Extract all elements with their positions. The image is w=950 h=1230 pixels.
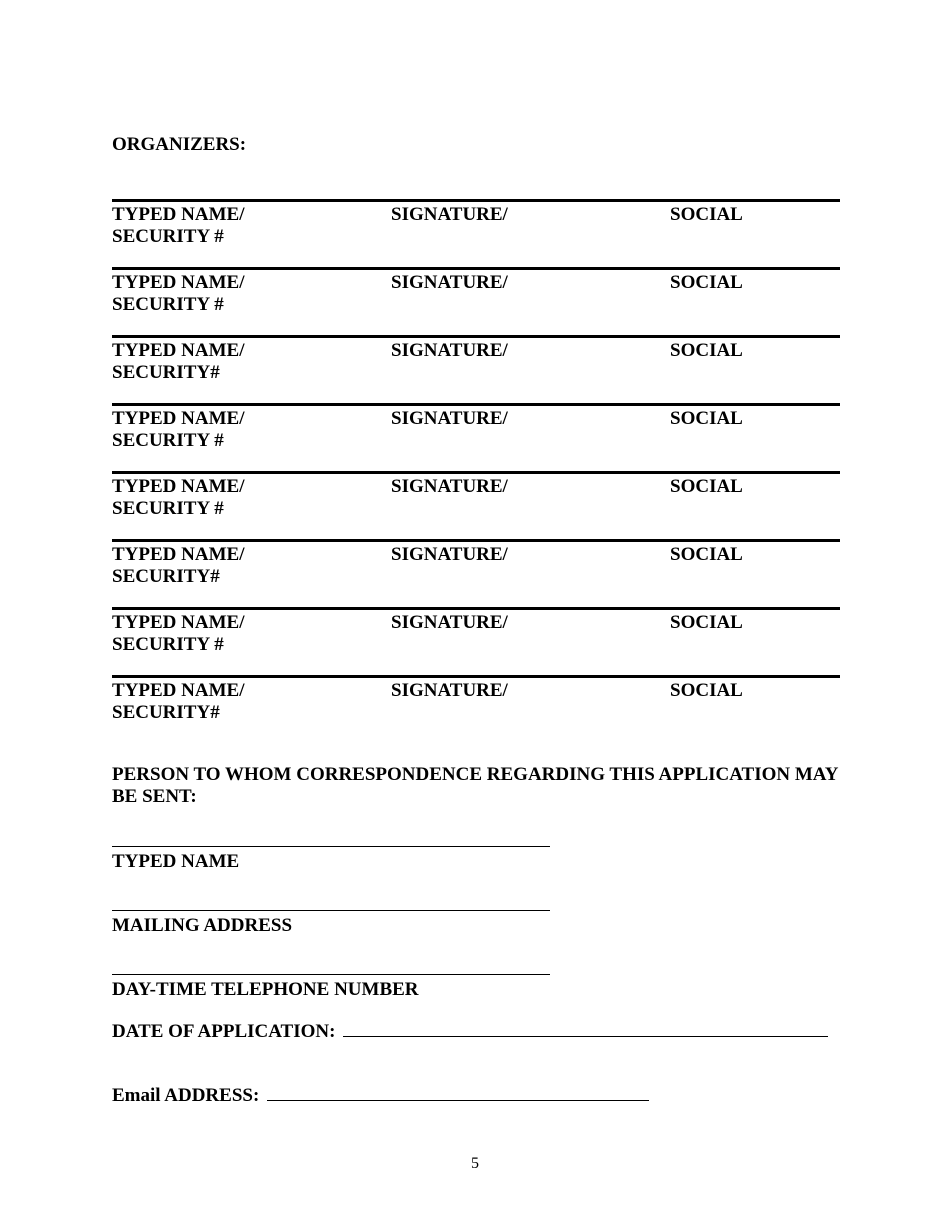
date-of-application-label: DATE OF APPLICATION: [112, 1021, 336, 1042]
typed-name-label: TYPED NAME/ SECURITY# [112, 544, 245, 587]
signature-label: SIGNATURE/ [391, 476, 508, 497]
daytime-phone-line[interactable] [112, 974, 550, 975]
page-number: 5 [471, 1155, 479, 1172]
organizer-row [112, 539, 840, 598]
organizer-row [112, 675, 840, 734]
organizer-row [112, 267, 840, 326]
typed-name-label: TYPED NAME/ SECURITY # [112, 612, 245, 655]
social-label: SOCIAL [670, 544, 743, 565]
typed-name-line[interactable] [112, 846, 550, 847]
typed-name-label: TYPED NAME/ SECURITY # [112, 272, 245, 315]
organizers-heading: ORGANIZERS: [112, 134, 247, 155]
signature-label: SIGNATURE/ [391, 272, 508, 293]
signature-label: SIGNATURE/ [391, 612, 508, 633]
organizer-row [112, 199, 840, 258]
daytime-phone-field[interactable] [112, 974, 550, 1001]
typed-name-label: TYPED NAME/ SECURITY # [112, 408, 245, 451]
social-label: SOCIAL [670, 408, 743, 429]
mailing-address-caption: MAILING ADDRESS [112, 915, 293, 936]
typed-name-label: TYPED NAME/ SECURITY # [112, 476, 245, 519]
social-label: SOCIAL [670, 204, 743, 225]
organizer-row [112, 335, 840, 394]
typed-name-field[interactable] [112, 846, 550, 873]
date-of-application-field[interactable] [112, 1021, 828, 1043]
social-label: SOCIAL [670, 476, 743, 497]
mailing-address-field[interactable] [112, 910, 550, 937]
correspondence-heading: PERSON TO WHOM CORRESPONDENCE REGARDING THIS APPLICATION MAY BE SENT: [112, 764, 838, 807]
signature-label: SIGNATURE/ [391, 680, 508, 701]
signature-label: SIGNATURE/ [391, 544, 508, 565]
organizer-row [112, 403, 840, 462]
signature-label: SIGNATURE/ [391, 340, 508, 361]
social-label: SOCIAL [670, 272, 743, 293]
email-line[interactable] [267, 1099, 649, 1101]
signature-label: SIGNATURE/ [391, 408, 508, 429]
social-label: SOCIAL [670, 340, 743, 361]
daytime-phone-caption: DAY-TIME TELEPHONE NUMBER [112, 979, 419, 1000]
typed-name-caption: TYPED NAME [112, 851, 240, 872]
typed-name-label: TYPED NAME/ SECURITY # [112, 204, 245, 247]
typed-name-label: TYPED NAME/ SECURITY# [112, 680, 245, 723]
organizer-row [112, 471, 840, 530]
email-field[interactable] [112, 1085, 649, 1107]
organizer-row [112, 607, 840, 666]
social-label: SOCIAL [670, 680, 743, 701]
email-label: Email ADDRESS: [112, 1085, 260, 1106]
typed-name-label: TYPED NAME/ SECURITY# [112, 340, 245, 383]
date-of-application-line[interactable] [343, 1035, 828, 1037]
signature-label: SIGNATURE/ [391, 204, 508, 225]
mailing-address-line[interactable] [112, 910, 550, 911]
social-label: SOCIAL [670, 612, 743, 633]
